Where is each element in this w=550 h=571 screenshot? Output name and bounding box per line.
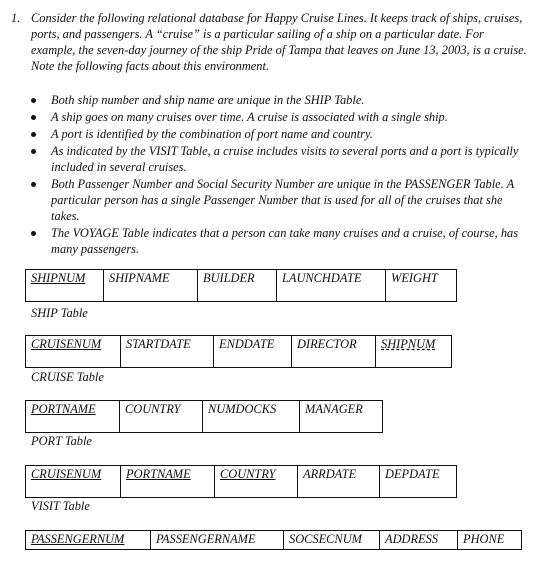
bullet-icon	[31, 115, 36, 120]
ship-col-launchdate: LAUNCHDATE	[277, 270, 386, 301]
fact-item: As indicated by the VISIT Table, a cruise includes visits to several ports and a port is typically included in several cruises.	[31, 143, 531, 175]
bullet-icon	[31, 132, 36, 137]
fact-item: Both ship number and ship name are unique in the SHIP Table.	[31, 92, 531, 108]
visit-col-portname: PORTNAME	[121, 466, 215, 497]
port-col-country: COUNTRY	[120, 401, 203, 432]
visit-table-caption: VISIT Table	[31, 499, 90, 513]
facts-list	[31, 92, 531, 258]
ship-col-weight: WEIGHT	[391, 271, 438, 285]
cruise-col-enddate: ENDDATE	[214, 336, 292, 367]
cruise-table-caption: CRUISE Table	[31, 370, 104, 384]
fact-item: A ship goes on many cruises over time. A cruise is associated with a single ship.	[31, 109, 531, 125]
passenger-col-address: ADDRESS	[380, 531, 458, 549]
ship-col-shipname: SHIPNAME	[104, 270, 198, 301]
ship-table-caption: SHIP Table	[31, 306, 88, 320]
port-col-manager: MANAGER	[305, 402, 363, 416]
passenger-table	[25, 530, 522, 550]
ship-table	[25, 269, 457, 302]
bullet-icon	[31, 98, 36, 103]
cruise-col-cruisenum: CRUISENUM	[26, 336, 121, 367]
question-intro	[11, 10, 531, 74]
port-col-numdocks: NUMDOCKS	[203, 401, 300, 432]
port-table-caption: PORT Table	[31, 434, 92, 448]
passenger-col-socsecnum: SOCSECNUM	[284, 531, 380, 549]
passenger-col-phone: PHONE	[463, 532, 505, 546]
visit-table	[25, 465, 457, 498]
passenger-col-passengernum: PASSENGERNUM	[26, 531, 151, 549]
passenger-col-passengername: PASSENGERNAME	[151, 531, 284, 549]
fact-item: The VOYAGE Table indicates that a person can take many cruises and a cruise, of course, has many passengers.	[31, 225, 531, 257]
ship-col-builder: BUILDER	[198, 270, 277, 301]
visit-col-depdate: DEPDATE	[385, 467, 440, 481]
cruise-col-startdate: STARTDATE	[121, 336, 214, 367]
port-col-portname: PORTNAME	[26, 401, 120, 432]
visit-col-cruisenum: CRUISENUM	[26, 466, 121, 497]
cruise-table	[25, 335, 452, 368]
question-number: 1.	[11, 11, 21, 25]
bullet-icon	[31, 231, 36, 236]
fact-item: Both Passenger Number and Social Security Number are unique in the PASSENGER Table. A particular person has a single Passenger Number that is used for all of the cruises that she takes.	[31, 176, 531, 224]
port-table	[25, 400, 383, 433]
bullet-icon	[31, 182, 36, 187]
bullet-icon	[31, 149, 36, 154]
fact-item: A port is identified by the combination of port name and country.	[31, 126, 531, 142]
cruise-col-shipnum: SHIPNUM	[381, 337, 436, 351]
cruise-col-director: DIRECTOR	[292, 336, 376, 367]
question-text: Consider the following relational database for Happy Cruise Lines. It keeps track of ships, cruises, ports, and passengers. A “cruise” is a particular sailing of a ship on a particular date. For example, the seven-day journey of the ship Pride of Tampa that leaves on June 13, 2003, is a cruise. Note the following facts about this environment.	[31, 11, 527, 73]
ship-col-shipnum: SHIPNUM	[26, 270, 104, 301]
visit-col-country: COUNTRY	[215, 466, 298, 497]
visit-col-arrdate: ARRDATE	[298, 466, 380, 497]
